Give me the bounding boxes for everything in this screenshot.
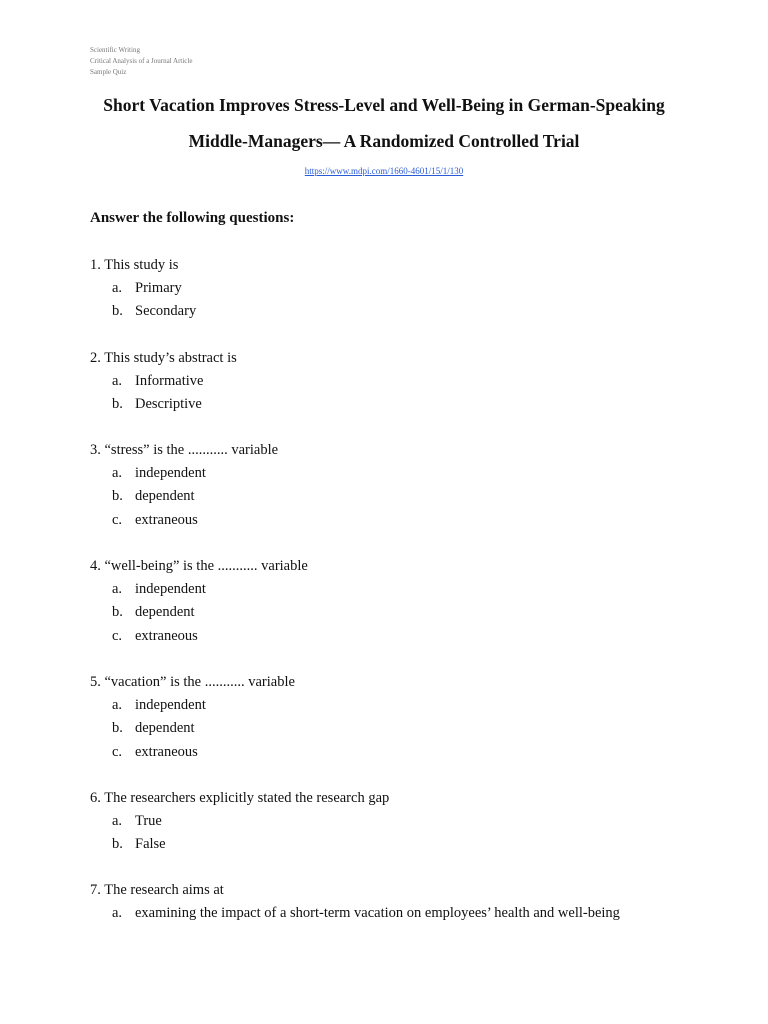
option-letter: a. xyxy=(112,581,123,598)
option-letter: c. xyxy=(112,743,123,760)
option-b[interactable] xyxy=(90,834,730,857)
option-letter: a. xyxy=(112,465,123,482)
question-2 xyxy=(90,348,730,418)
article-link[interactable]: https://www.mdpi.com/1660-4601/15/1/130 xyxy=(304,166,464,176)
option-letter: a. xyxy=(112,696,123,713)
option-text: Secondary xyxy=(135,303,197,320)
option-text: extraneous xyxy=(135,511,198,528)
article-title-line-1: Short Vacation Improves Stress-Level and Well-Being in German-Speaking xyxy=(103,95,665,115)
option-a[interactable] xyxy=(90,811,730,834)
option-letter: a. xyxy=(112,372,123,389)
header-line-topic: Critical Analysis of a Journal Article xyxy=(90,57,193,65)
option-c[interactable] xyxy=(90,510,730,533)
option-a[interactable] xyxy=(90,903,730,926)
option-c[interactable] xyxy=(90,626,730,649)
option-b[interactable] xyxy=(90,394,730,417)
question-text: 2. This study’s abstract is xyxy=(90,349,237,366)
option-b[interactable] xyxy=(90,301,730,324)
option-text: Descriptive xyxy=(135,395,202,412)
option-text: examining the impact of a short-term vacation on employees’ health and well-being xyxy=(135,905,620,922)
question-7 xyxy=(90,880,730,926)
option-text: True xyxy=(135,812,162,829)
question-text: 3. “stress” is the ........... variable xyxy=(90,442,279,459)
option-text: independent xyxy=(135,465,206,482)
option-letter: a. xyxy=(112,812,123,829)
option-letter: b. xyxy=(112,836,123,853)
option-text: Primary xyxy=(135,280,182,296)
option-a[interactable] xyxy=(90,695,730,718)
option-b[interactable] xyxy=(90,486,730,509)
option-text: independent xyxy=(135,581,206,598)
option-letter: b. xyxy=(112,604,123,621)
option-b[interactable] xyxy=(90,602,730,625)
question-3 xyxy=(90,440,730,533)
question-6 xyxy=(90,788,730,858)
running-header xyxy=(90,45,192,78)
option-c[interactable] xyxy=(90,742,730,765)
article-link-container xyxy=(0,165,768,177)
option-letter: b. xyxy=(112,303,123,320)
header-line-doc-type: Sample Quiz xyxy=(90,68,127,76)
header-line-course: Scientific Writing xyxy=(90,46,140,54)
option-a[interactable] xyxy=(90,579,730,602)
option-letter: b. xyxy=(112,488,123,505)
article-title-line-2: Middle-Managers— A Randomized Controlled Trial xyxy=(188,131,580,151)
option-text: extraneous xyxy=(135,627,198,644)
question-text: 4. “well-being” is the ........... variable xyxy=(90,558,308,575)
instruction-heading: Answer the following questions: xyxy=(90,210,295,226)
option-letter: a. xyxy=(112,280,123,296)
option-a[interactable] xyxy=(90,371,730,394)
option-letter: b. xyxy=(112,395,123,412)
question-text: 1. This study is xyxy=(90,257,179,273)
question-text: 5. “vacation” is the ........... variable xyxy=(90,673,295,690)
option-text: dependent xyxy=(135,604,195,621)
option-b[interactable] xyxy=(90,718,730,741)
option-letter: b. xyxy=(112,720,123,737)
option-a[interactable] xyxy=(90,278,730,301)
option-a[interactable] xyxy=(90,463,730,486)
question-text: 6. The researchers explicitly stated the research gap xyxy=(90,789,390,806)
option-text: dependent xyxy=(135,488,195,505)
option-text: dependent xyxy=(135,720,195,737)
option-text: Informative xyxy=(135,372,204,389)
option-letter: c. xyxy=(112,627,123,644)
question-5 xyxy=(90,672,730,765)
option-text: False xyxy=(135,836,166,853)
question-1 xyxy=(90,255,730,325)
option-text: independent xyxy=(135,696,206,713)
option-text: extraneous xyxy=(135,743,198,760)
option-letter: c. xyxy=(112,511,123,528)
question-4 xyxy=(90,556,730,649)
question-text: 7. The research aims at xyxy=(90,882,224,899)
question-list xyxy=(90,255,730,950)
option-letter: a. xyxy=(112,905,123,922)
